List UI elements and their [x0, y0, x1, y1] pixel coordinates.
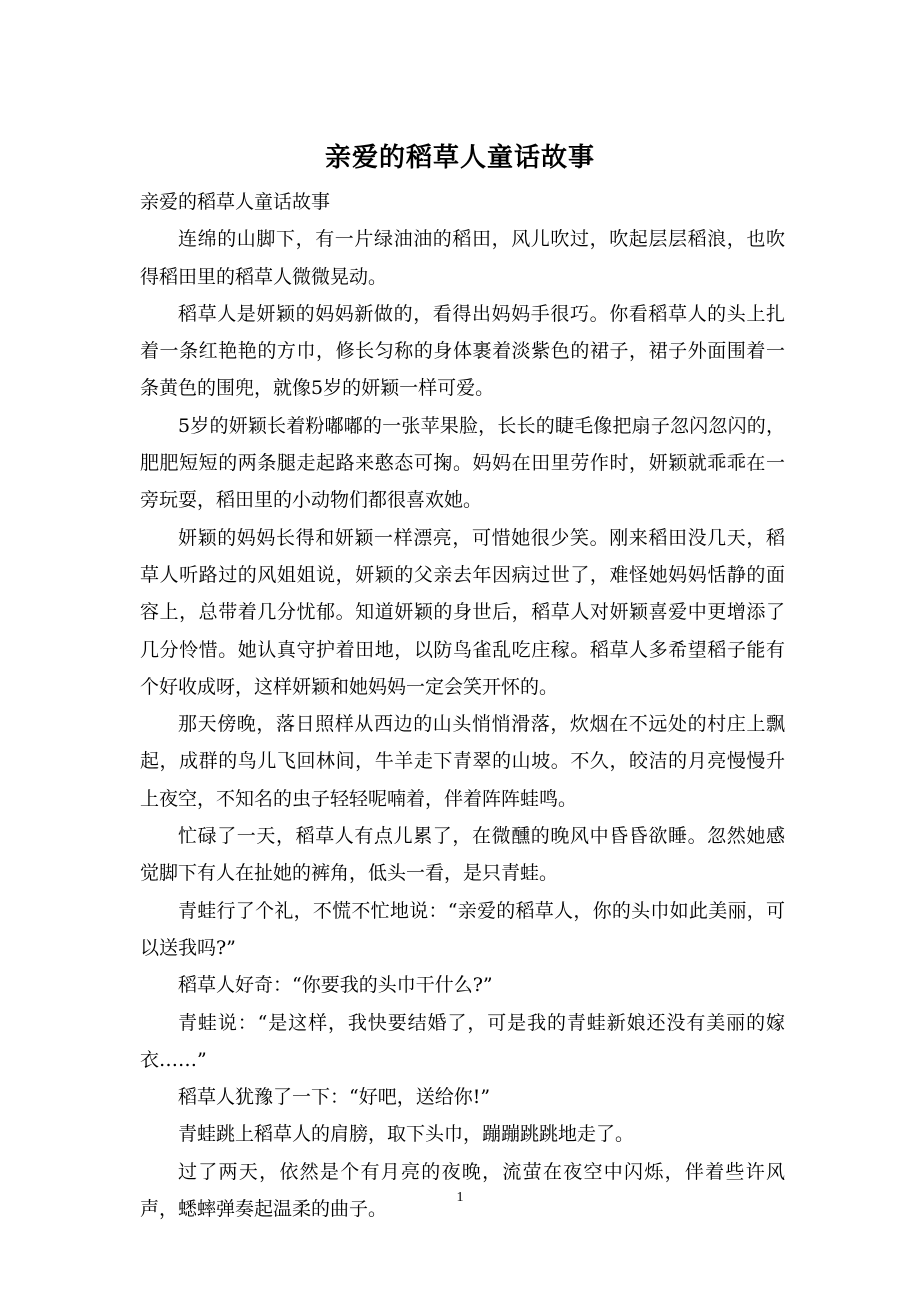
paragraph-11: 青蛙跳上稻草人的肩膀，取下头巾，蹦蹦跳跳地走了。	[178, 1123, 635, 1146]
page-title: 亲爱的稻草人童话故事	[324, 143, 595, 173]
paragraph-7: 青蛙行了个礼，不慌不忙地说：“亲爱的稻草人，你的头巾如此美丽，可以送我吗?”	[140, 899, 785, 959]
paragraph-12: 过了两天，依然是个有月亮的夜晚，流萤在夜空中闪烁，伴着些许风声，蟋蟀弹奏起温柔的曲子。	[140, 1160, 785, 1221]
paragraph-5: 那天傍晚，落日照样从西边的山头悄悄滑落，炊烟在不远处的村庄上飘起，成群的鸟儿飞回林间，牛羊走下青翠的山坡。不久，皎洁的月亮慢慢升上夜空，不知名的虫子轻轻呢喃着，伴着阵阵蛙鸣。	[140, 713, 785, 810]
paragraph-9: 青蛙说：“是这样，我快要结婚了，可是我的青蛙新娘还没有美丽的嫁衣……”	[140, 1011, 785, 1071]
document-subtitle: 亲爱的稻草人童话故事	[140, 191, 331, 213]
document-body	[140, 184, 785, 1228]
paragraph-3: 5岁的妍颖长着粉嘟嘟的一张苹果脸，长长的睫毛像把扇子忽闪忽闪的，肥肥短短的两条腿走起路来憨态可掬。妈妈在田里劳作时，妍颖就乖乖在一旁玩耍，稻田里的小动物们都很喜欢她。	[140, 414, 785, 512]
paragraph-10: 稻草人犹豫了一下：“好吧，送给你!”	[178, 1086, 491, 1109]
paragraph-6: 忙碌了一天，稻草人有点儿累了，在微醺的晚风中昏昏欲睡。忽然她感觉脚下有人在扯她的裤角，低头一看，是只青蛙。	[140, 825, 785, 885]
paragraph-8: 稻草人好奇：“你要我的头巾干什么?”	[178, 974, 493, 997]
page-number: 1	[456, 1190, 464, 1205]
paragraph-2: 稻草人是妍颖的妈妈新做的，看得出妈妈手很巧。你看稻草人的头上扎着一条红艳艳的方巾，修长匀称的身体裹着淡紫色的裙子，裙子外面围着一条黄色的围兜，就像5岁的妍颖一样可爱。	[140, 302, 785, 400]
paragraph-1: 连绵的山脚下，有一片绿油油的稻田，风儿吹过，吹起层层稻浪，也吹得稻田里的稻草人微微晃动。	[140, 228, 785, 288]
paragraph-4: 妍颖的妈妈长得和妍颖一样漂亮，可惜她很少笑。刚来稻田没几天，稻草人听路过的风姐姐说，妍颖的父亲去年因病过世了，难怪她妈妈恬静的面容上，总带着几分忧郁。知道妍颖的身世后，稻草人对妍颖喜爱中更增添了几分怜惜。她认真守护着田地，以防鸟雀乱吃庄稼。稻草人多希望稻子能有个好收成呀，这样妍颖和她妈妈一定会笑开怀的。	[140, 526, 785, 698]
